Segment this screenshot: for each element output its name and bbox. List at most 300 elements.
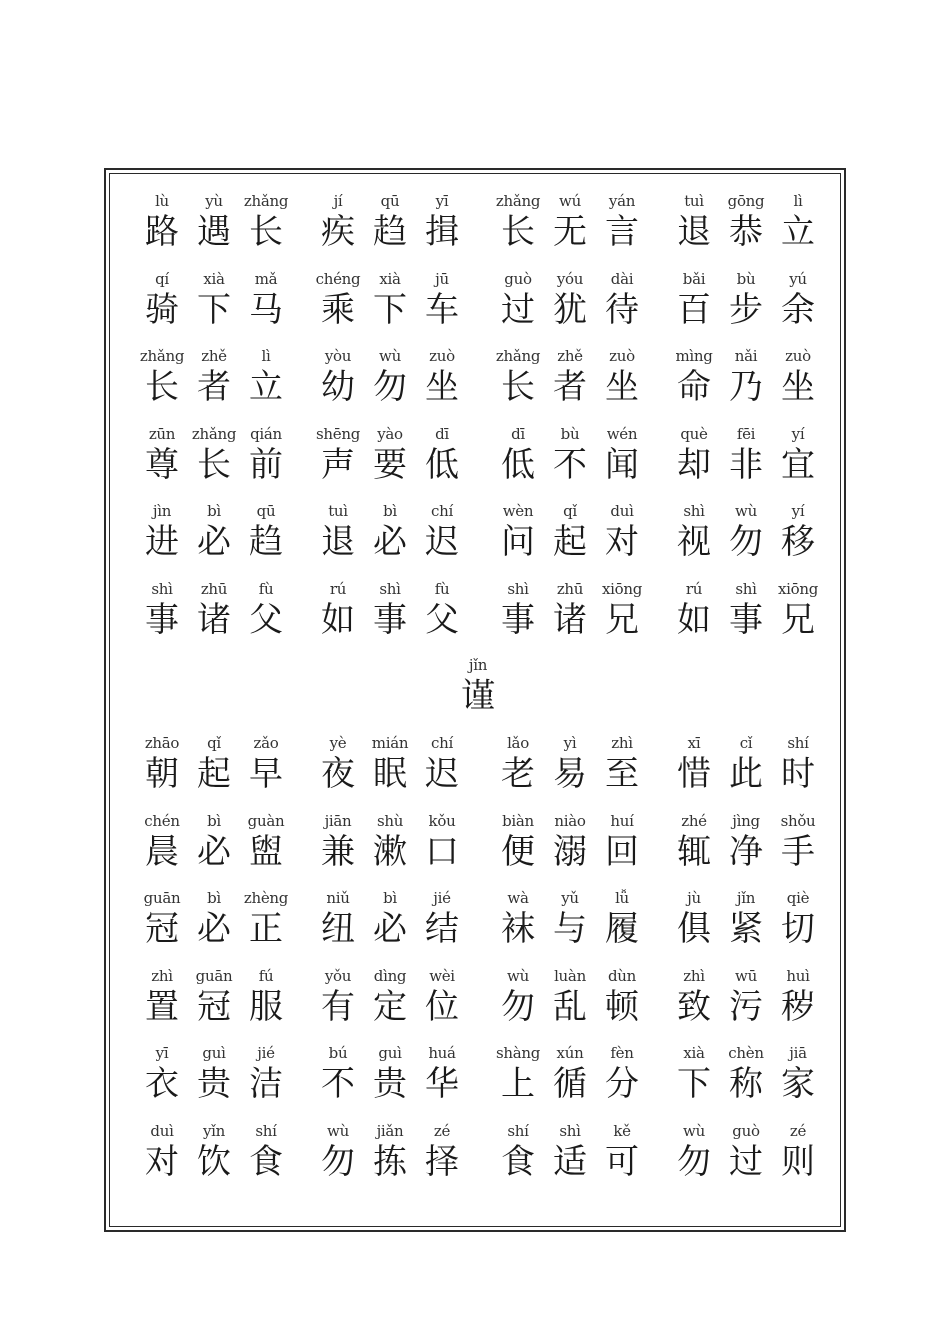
phrase bbox=[136, 425, 316, 503]
char-cell bbox=[596, 270, 648, 348]
pinyin: bì bbox=[383, 502, 397, 520]
phrase bbox=[136, 1122, 316, 1200]
hanzi: 趋 bbox=[249, 522, 283, 562]
char-cell bbox=[240, 425, 292, 503]
char-cell bbox=[772, 812, 824, 890]
hanzi: 者 bbox=[553, 367, 587, 407]
hanzi: 此 bbox=[729, 754, 763, 794]
phrase bbox=[136, 812, 316, 890]
phrase bbox=[136, 347, 316, 425]
pinyin: wù bbox=[327, 1121, 349, 1140]
pinyin: shì bbox=[683, 502, 705, 520]
hanzi: 非 bbox=[729, 444, 763, 485]
phrase bbox=[492, 734, 672, 812]
hanzi: 勿 bbox=[321, 1141, 355, 1182]
hanzi: 勿 bbox=[373, 367, 407, 407]
char-cell bbox=[240, 889, 292, 967]
hanzi: 洁 bbox=[249, 1064, 283, 1104]
pinyin: mìng bbox=[675, 347, 713, 365]
pinyin: yǔ bbox=[561, 889, 579, 907]
title-pinyin: jǐn bbox=[468, 656, 488, 674]
pinyin: yú bbox=[789, 269, 807, 288]
hanzi: 趋 bbox=[373, 212, 407, 252]
pinyin: zhé bbox=[681, 811, 707, 830]
hanzi: 惜 bbox=[677, 754, 711, 794]
hanzi: 对 bbox=[145, 1141, 179, 1182]
hanzi: 易 bbox=[553, 754, 587, 794]
hanzi: 适 bbox=[553, 1141, 587, 1182]
char-cell bbox=[240, 967, 292, 1045]
pinyin: jū bbox=[435, 269, 449, 288]
pinyin: zuò bbox=[785, 347, 811, 365]
hanzi: 必 bbox=[197, 831, 231, 872]
char-cell bbox=[416, 270, 468, 348]
pinyin: zhě bbox=[201, 347, 227, 365]
pinyin: yòu bbox=[324, 347, 352, 365]
pinyin: wū bbox=[735, 966, 757, 985]
char-cell bbox=[772, 192, 824, 270]
pinyin: kě bbox=[613, 1121, 631, 1140]
hanzi: 骑 bbox=[145, 289, 179, 330]
pinyin: rú bbox=[329, 579, 347, 598]
hanzi: 择 bbox=[425, 1141, 459, 1182]
pinyin: yì bbox=[563, 734, 577, 752]
pinyin: chí bbox=[431, 502, 453, 520]
hanzi: 立 bbox=[781, 212, 815, 252]
phrase bbox=[668, 502, 848, 580]
pinyin: yóu bbox=[556, 269, 584, 288]
char-cell bbox=[416, 1044, 468, 1122]
char-cell bbox=[596, 812, 648, 890]
hanzi: 犹 bbox=[553, 289, 587, 330]
phrase bbox=[668, 812, 848, 890]
pinyin: dùn bbox=[607, 966, 637, 985]
hanzi: 夜 bbox=[321, 754, 355, 794]
pinyin: fù bbox=[258, 579, 274, 598]
hanzi: 长 bbox=[145, 367, 179, 407]
hanzi: 贵 bbox=[373, 1064, 407, 1104]
hanzi: 溺 bbox=[553, 831, 587, 872]
char-cell bbox=[240, 270, 292, 348]
phrase bbox=[492, 502, 672, 580]
hanzi: 眠 bbox=[373, 754, 407, 794]
pinyin: nǎi bbox=[734, 347, 758, 365]
hanzi: 步 bbox=[729, 289, 763, 330]
pinyin: lǚ bbox=[615, 889, 629, 907]
hanzi: 诸 bbox=[553, 599, 587, 640]
char-cell bbox=[596, 502, 648, 580]
hanzi: 不 bbox=[321, 1064, 355, 1104]
pinyin: niǔ bbox=[326, 889, 350, 907]
pinyin: yī bbox=[435, 192, 449, 210]
hanzi: 置 bbox=[145, 986, 179, 1027]
hanzi: 言 bbox=[605, 212, 639, 252]
hanzi: 诸 bbox=[197, 599, 231, 640]
pinyin: shì bbox=[507, 579, 529, 598]
hanzi: 事 bbox=[145, 599, 179, 640]
phrase bbox=[312, 270, 492, 348]
hanzi: 长 bbox=[197, 444, 231, 485]
hanzi: 幼 bbox=[321, 367, 355, 407]
pinyin: lù bbox=[155, 192, 169, 210]
hanzi: 长 bbox=[249, 212, 283, 252]
pinyin: dī bbox=[511, 424, 525, 443]
pinyin: qǐ bbox=[563, 502, 577, 520]
hanzi: 坐 bbox=[605, 367, 639, 407]
phrase bbox=[668, 347, 848, 425]
page-border bbox=[104, 168, 846, 1232]
pinyin: jié bbox=[257, 1044, 275, 1062]
phrase bbox=[668, 580, 848, 658]
hanzi: 揖 bbox=[425, 212, 459, 252]
hanzi: 称 bbox=[729, 1064, 763, 1104]
hanzi: 恭 bbox=[729, 212, 763, 252]
pinyin: jìng bbox=[732, 811, 760, 830]
pinyin: shí bbox=[507, 1121, 529, 1140]
hanzi: 事 bbox=[501, 599, 535, 640]
pinyin: xià bbox=[203, 269, 225, 288]
pinyin: guān bbox=[195, 966, 233, 985]
pinyin: xiōng bbox=[777, 579, 819, 598]
hanzi: 却 bbox=[677, 444, 711, 485]
char-cell bbox=[772, 270, 824, 348]
hanzi: 早 bbox=[249, 754, 283, 794]
pinyin: xī bbox=[687, 734, 701, 752]
hanzi: 口 bbox=[425, 831, 459, 872]
pinyin: chèn bbox=[728, 1044, 764, 1062]
pinyin: qū bbox=[256, 502, 276, 520]
hanzi: 路 bbox=[145, 212, 179, 252]
phrase bbox=[312, 1122, 492, 1200]
phrase bbox=[492, 812, 672, 890]
pinyin: yǐn bbox=[202, 1121, 226, 1140]
pinyin: zé bbox=[789, 1121, 807, 1140]
pinyin: shí bbox=[787, 734, 809, 752]
hanzi: 拣 bbox=[373, 1141, 407, 1182]
char-cell bbox=[772, 1122, 824, 1200]
hanzi: 低 bbox=[425, 444, 459, 485]
pinyin: zhì bbox=[151, 966, 173, 985]
pinyin: shì bbox=[151, 579, 173, 598]
hanzi: 移 bbox=[781, 522, 815, 562]
phrase bbox=[312, 425, 492, 503]
hanzi: 退 bbox=[321, 522, 355, 562]
pinyin: shì bbox=[559, 1121, 581, 1140]
pinyin: chéng bbox=[315, 269, 361, 288]
pinyin: yí bbox=[791, 424, 805, 443]
pinyin: què bbox=[680, 424, 708, 443]
char-cell bbox=[416, 967, 468, 1045]
pinyin: bì bbox=[207, 889, 221, 907]
pinyin: shù bbox=[376, 811, 404, 830]
hanzi: 可 bbox=[605, 1141, 639, 1182]
char-cell bbox=[772, 347, 824, 425]
verse-line bbox=[106, 1044, 844, 1122]
hanzi: 兄 bbox=[605, 599, 639, 640]
hanzi: 便 bbox=[501, 831, 535, 872]
hanzi: 下 bbox=[197, 289, 231, 330]
hanzi: 疾 bbox=[321, 212, 355, 252]
pinyin: bì bbox=[383, 889, 397, 907]
phrase bbox=[136, 192, 316, 270]
pinyin: zhǎng bbox=[495, 347, 541, 365]
hanzi: 污 bbox=[729, 986, 763, 1027]
pinyin: kǒu bbox=[428, 811, 456, 830]
hanzi: 必 bbox=[197, 909, 231, 949]
hanzi: 余 bbox=[781, 289, 815, 330]
hanzi: 正 bbox=[249, 909, 283, 949]
pinyin: huí bbox=[610, 811, 634, 830]
hanzi: 坐 bbox=[781, 367, 815, 407]
hanzi: 长 bbox=[501, 212, 535, 252]
pinyin: jí bbox=[333, 192, 343, 210]
hanzi: 华 bbox=[425, 1064, 459, 1104]
pinyin: wù bbox=[683, 1121, 705, 1140]
pinyin: jiā bbox=[789, 1044, 807, 1062]
pinyin: luàn bbox=[554, 966, 586, 985]
hanzi: 盥 bbox=[249, 831, 283, 872]
phrase bbox=[312, 580, 492, 658]
hanzi: 顿 bbox=[605, 986, 639, 1027]
hanzi: 上 bbox=[501, 1064, 535, 1104]
hanzi: 与 bbox=[553, 909, 587, 949]
pinyin: guò bbox=[504, 269, 532, 288]
hanzi: 必 bbox=[373, 909, 407, 949]
hanzi: 父 bbox=[249, 599, 283, 640]
char-cell bbox=[596, 889, 648, 967]
hanzi: 履 bbox=[605, 909, 639, 949]
pinyin: jìn bbox=[152, 502, 172, 520]
hanzi: 至 bbox=[605, 754, 639, 794]
hanzi: 不 bbox=[553, 444, 587, 485]
section-title bbox=[106, 656, 844, 734]
pinyin: zhě bbox=[557, 347, 583, 365]
phrase bbox=[136, 270, 316, 348]
hanzi: 命 bbox=[677, 367, 711, 407]
hanzi: 乘 bbox=[321, 289, 355, 330]
hanzi: 遇 bbox=[197, 212, 231, 252]
pinyin: mǎ bbox=[254, 269, 278, 288]
hanzi: 回 bbox=[605, 831, 639, 872]
verse-line bbox=[106, 347, 844, 425]
hanzi: 兼 bbox=[321, 831, 355, 872]
hanzi: 迟 bbox=[425, 522, 459, 562]
char-cell bbox=[416, 425, 468, 503]
phrase bbox=[668, 425, 848, 503]
phrase bbox=[492, 347, 672, 425]
hanzi: 事 bbox=[373, 599, 407, 640]
char-cell bbox=[416, 734, 468, 812]
char-cell bbox=[772, 425, 824, 503]
char-cell bbox=[596, 1122, 648, 1200]
pinyin: biàn bbox=[502, 811, 534, 830]
pinyin: duì bbox=[610, 502, 634, 520]
hanzi: 辄 bbox=[677, 831, 711, 872]
pinyin: bǎi bbox=[682, 269, 706, 288]
pinyin: zhū bbox=[200, 579, 228, 598]
phrase bbox=[492, 967, 672, 1045]
hanzi: 勿 bbox=[677, 1141, 711, 1182]
char-cell bbox=[772, 502, 824, 580]
pinyin: shì bbox=[735, 579, 757, 598]
char-cell bbox=[772, 734, 824, 812]
hanzi: 对 bbox=[605, 522, 639, 562]
hanzi: 俱 bbox=[677, 909, 711, 949]
hanzi: 时 bbox=[781, 754, 815, 794]
phrase bbox=[136, 967, 316, 1045]
pinyin: yù bbox=[205, 192, 223, 210]
pinyin: shàng bbox=[495, 1044, 541, 1062]
pinyin: qū bbox=[380, 192, 400, 210]
pinyin: zhì bbox=[611, 734, 633, 752]
title-char bbox=[452, 656, 504, 734]
phrase bbox=[312, 967, 492, 1045]
hanzi: 立 bbox=[249, 367, 283, 407]
hanzi: 勿 bbox=[729, 522, 763, 562]
pinyin: gōng bbox=[727, 192, 765, 210]
char-cell bbox=[240, 502, 292, 580]
pinyin: duì bbox=[150, 1121, 174, 1140]
pinyin: xià bbox=[379, 269, 401, 288]
char-cell bbox=[596, 734, 648, 812]
hanzi: 声 bbox=[321, 444, 355, 485]
hanzi: 必 bbox=[373, 522, 407, 562]
char-cell bbox=[772, 1044, 824, 1122]
hanzi: 宜 bbox=[781, 444, 815, 485]
char-cell bbox=[240, 580, 292, 658]
pinyin: dìng bbox=[373, 966, 407, 985]
hanzi: 兄 bbox=[781, 599, 815, 640]
phrase bbox=[668, 1044, 848, 1122]
hanzi: 迟 bbox=[425, 754, 459, 794]
hanzi: 起 bbox=[197, 754, 231, 794]
char-cell bbox=[596, 580, 648, 658]
hanzi: 则 bbox=[781, 1141, 815, 1182]
hanzi: 必 bbox=[197, 522, 231, 562]
pinyin: wèi bbox=[429, 966, 455, 985]
pinyin: yè bbox=[329, 734, 347, 752]
pinyin: fèn bbox=[610, 1044, 634, 1062]
phrase bbox=[312, 734, 492, 812]
pinyin: rú bbox=[685, 579, 703, 598]
hanzi: 过 bbox=[729, 1141, 763, 1182]
verse-line bbox=[106, 734, 844, 812]
verse-line bbox=[106, 812, 844, 890]
pinyin: wèn bbox=[502, 502, 534, 520]
pinyin: lì bbox=[261, 347, 271, 365]
pinyin: bì bbox=[207, 502, 221, 520]
hanzi: 秽 bbox=[781, 986, 815, 1027]
char-cell bbox=[240, 1122, 292, 1200]
phrase bbox=[492, 192, 672, 270]
phrase bbox=[312, 889, 492, 967]
hanzi: 如 bbox=[321, 599, 355, 640]
char-cell bbox=[772, 967, 824, 1045]
pinyin: chén bbox=[144, 811, 180, 830]
pinyin: zhǎng bbox=[139, 347, 185, 365]
pinyin: zuò bbox=[609, 347, 635, 365]
pinyin: qǐ bbox=[207, 734, 221, 752]
hanzi: 循 bbox=[553, 1064, 587, 1104]
hanzi: 问 bbox=[501, 522, 535, 562]
pinyin: zūn bbox=[148, 424, 176, 443]
hanzi: 如 bbox=[677, 599, 711, 640]
hanzi: 要 bbox=[373, 444, 407, 485]
hanzi: 饮 bbox=[197, 1141, 231, 1182]
pinyin: zǎo bbox=[253, 734, 279, 752]
verse-line bbox=[106, 502, 844, 580]
char-cell bbox=[596, 425, 648, 503]
pinyin: dī bbox=[435, 424, 449, 443]
pinyin: fú bbox=[258, 966, 274, 985]
pinyin: chí bbox=[431, 734, 453, 752]
hanzi: 视 bbox=[677, 522, 711, 562]
phrase bbox=[492, 1122, 672, 1200]
pinyin: xún bbox=[556, 1044, 584, 1062]
pinyin: qián bbox=[250, 424, 282, 443]
pinyin: jiān bbox=[324, 811, 352, 830]
pinyin: dài bbox=[610, 269, 634, 288]
hanzi: 贵 bbox=[197, 1064, 231, 1104]
pinyin: jié bbox=[433, 889, 451, 907]
char-cell bbox=[416, 347, 468, 425]
pinyin: lì bbox=[793, 192, 803, 210]
pinyin: huì bbox=[786, 966, 810, 985]
verse-line bbox=[106, 425, 844, 503]
char-cell bbox=[596, 967, 648, 1045]
pinyin: cǐ bbox=[739, 734, 753, 752]
hanzi: 待 bbox=[605, 289, 639, 330]
char-cell bbox=[596, 347, 648, 425]
pinyin: yán bbox=[608, 192, 636, 210]
char-cell bbox=[240, 347, 292, 425]
char-cell bbox=[240, 1044, 292, 1122]
hanzi: 晨 bbox=[145, 831, 179, 872]
hanzi: 过 bbox=[501, 289, 535, 330]
phrase bbox=[136, 502, 316, 580]
hanzi: 净 bbox=[729, 831, 763, 872]
pinyin: bú bbox=[328, 1044, 348, 1062]
pinyin: wù bbox=[735, 502, 757, 520]
phrase bbox=[312, 1044, 492, 1122]
pinyin: jiǎn bbox=[376, 1121, 404, 1140]
pinyin: zhǎng bbox=[243, 192, 289, 210]
hanzi: 位 bbox=[425, 986, 459, 1027]
pinyin: huá bbox=[428, 1044, 456, 1062]
title-hanzi: 谨 bbox=[461, 676, 495, 716]
pinyin: zhǎng bbox=[191, 424, 237, 443]
phrase bbox=[668, 192, 848, 270]
pinyin: xià bbox=[683, 1044, 705, 1062]
phrase bbox=[312, 347, 492, 425]
phrase bbox=[492, 580, 672, 658]
phrase bbox=[136, 734, 316, 812]
pinyin: shǒu bbox=[780, 811, 816, 830]
hanzi: 前 bbox=[249, 444, 283, 485]
pinyin: guò bbox=[732, 1121, 760, 1140]
phrase bbox=[668, 270, 848, 348]
hanzi: 紧 bbox=[729, 909, 763, 949]
hanzi: 结 bbox=[425, 909, 459, 949]
verse-line bbox=[106, 889, 844, 967]
char-cell bbox=[596, 192, 648, 270]
hanzi: 长 bbox=[501, 367, 535, 407]
pinyin: zhāo bbox=[144, 734, 180, 752]
pinyin: mián bbox=[371, 734, 409, 752]
hanzi: 者 bbox=[197, 367, 231, 407]
hanzi: 起 bbox=[553, 522, 587, 562]
phrase bbox=[668, 734, 848, 812]
